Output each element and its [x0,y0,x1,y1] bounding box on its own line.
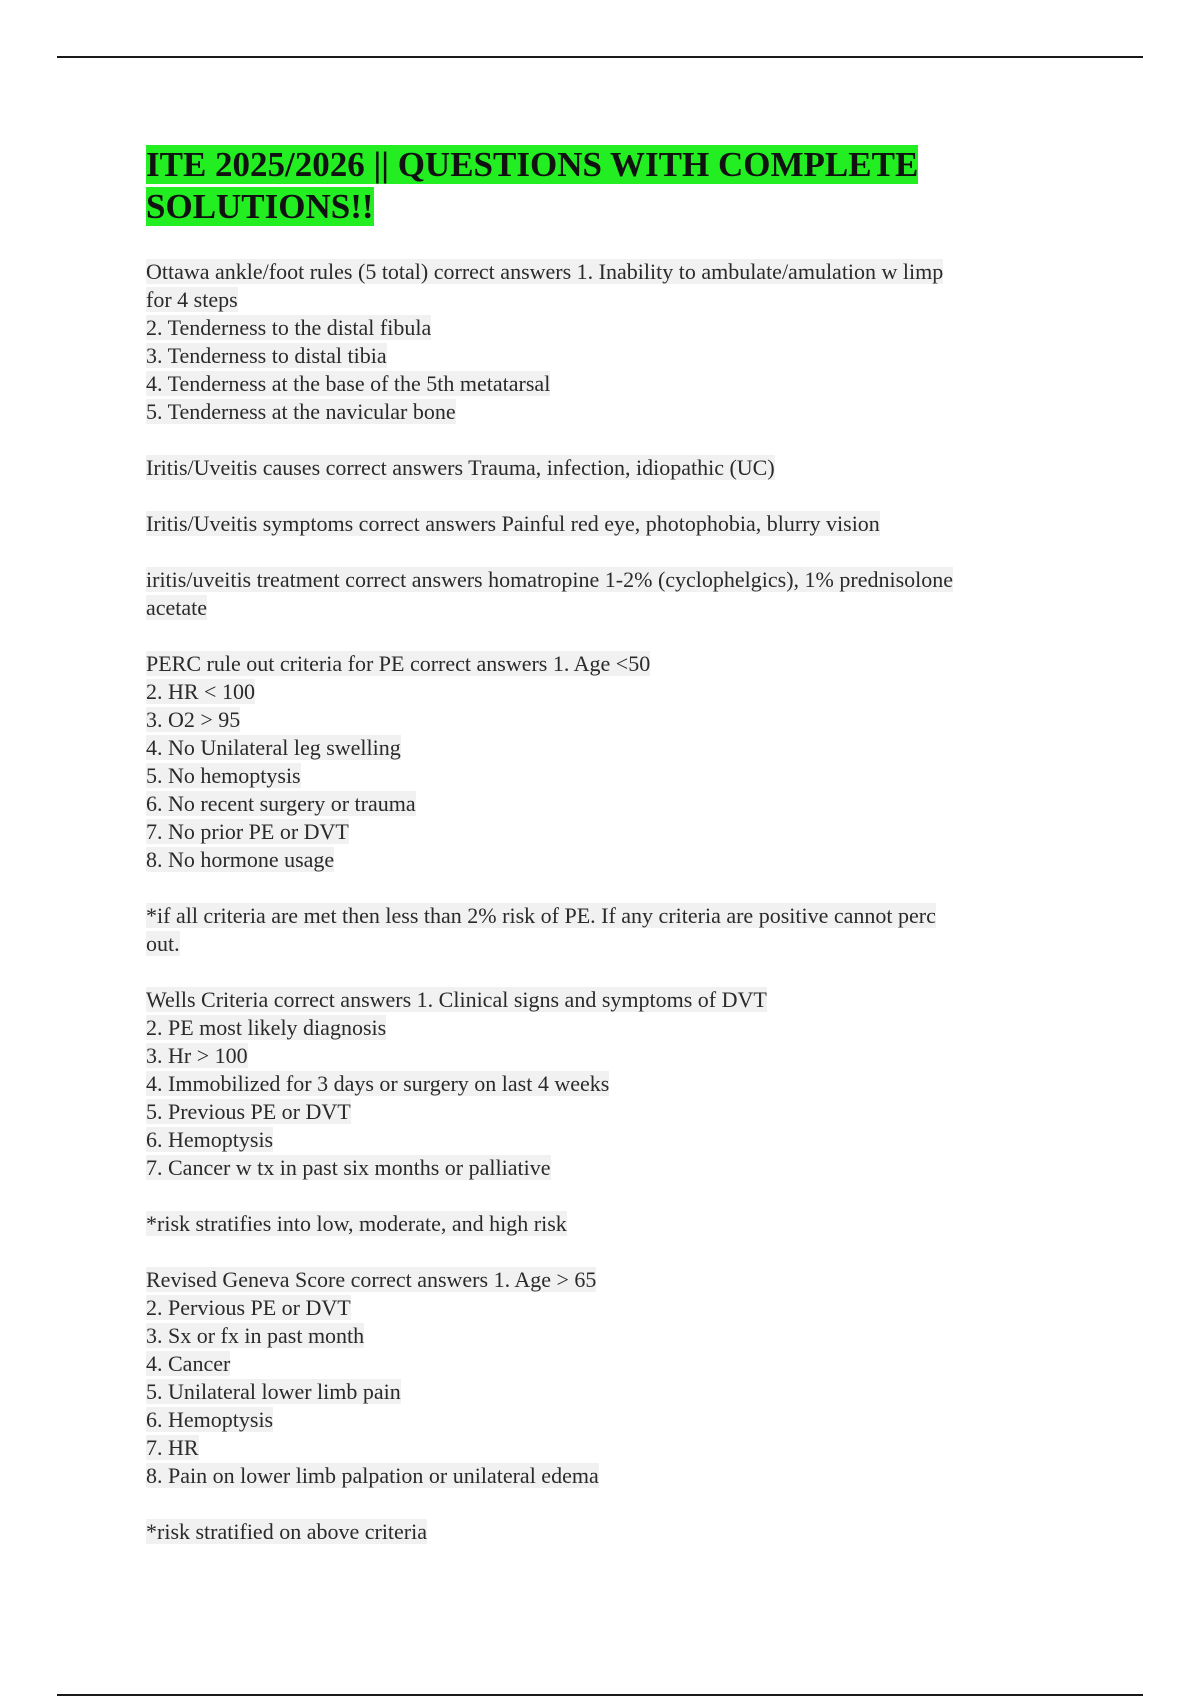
entry-line: 7. HR [146,1435,199,1460]
entry-line: acetate [146,595,208,620]
entry-line: 8. No hormone usage [146,847,335,872]
entry-line: for 4 steps [146,287,238,312]
entry-line: 7. Cancer w tx in past six months or palliative [146,1155,551,1180]
entry-line: 7. No prior PE or DVT [146,819,349,844]
entry-line: 3. O2 > 95 [146,707,241,732]
entry-line: *risk stratifies into low, moderate, and high risk [146,1211,567,1236]
entry-line: 2. HR < 100 [146,679,255,704]
entry-line: iritis/uveitis treatment correct answers homatropine 1-2% (cyclophelgics), 1% prednisolone [146,567,954,592]
entry-line: 3. Sx or fx in past month [146,1323,365,1348]
entry-line: PERC rule out criteria for PE correct answers 1. Age <50 [146,651,651,676]
entry-line: 4. Cancer [146,1351,231,1376]
document-title-text: ITE 2025/2026 || QUESTIONS WITH COMPLETE SOLUTIONS!! [146,145,919,226]
qa-entry [146,1266,1046,1490]
entry-line: 4. Immobilized for 3 days or surgery on last 4 weeks [146,1071,610,1096]
entry-line: Iritis/Uveitis symptoms correct answers Painful red eye, photophobia, blurry vision [146,511,880,536]
entry-line: 4. Tenderness at the base of the 5th metatarsal [146,371,551,396]
qa-entry [146,902,1046,958]
qa-entry [146,510,1046,538]
qa-entry [146,454,1046,482]
document-body [146,144,1046,1574]
qa-entry [146,1210,1046,1238]
entry-line: out. [146,931,180,956]
qa-entry [146,1518,1046,1546]
entry-line: 2. Pervious PE or DVT [146,1295,351,1320]
entry-line: *risk stratified on above criteria [146,1519,428,1544]
entry-line: 2. Tenderness to the distal fibula [146,315,432,340]
qa-entry [146,650,1046,874]
footer-rule [57,1694,1143,1696]
qa-entries [146,258,1046,1546]
header-rule [57,56,1143,58]
entry-line: 5. No hemoptysis [146,763,301,788]
entry-line: 5. Unilateral lower limb pain [146,1379,401,1404]
entry-line: *if all criteria are met then less than 2% risk of PE. If any criteria are positive cannot perc [146,903,936,928]
entry-line: 5. Tenderness at the navicular bone [146,399,456,424]
entry-line: 6. No recent surgery or trauma [146,791,416,816]
entry-line: Wells Criteria correct answers 1. Clinical signs and symptoms of DVT [146,987,767,1012]
qa-entry [146,258,1046,426]
entry-line: 6. Hemoptysis [146,1407,274,1432]
entry-line: 3. Tenderness to distal tibia [146,343,387,368]
entry-line: 3. Hr > 100 [146,1043,248,1068]
entry-line: Ottawa ankle/foot rules (5 total) correct answers 1. Inability to ambulate/amulation w limp [146,259,944,284]
entry-line: Iritis/Uveitis causes correct answers Trauma, infection, idiopathic (UC) [146,455,775,480]
document-title [146,144,1046,228]
entry-line: 4. No Unilateral leg swelling [146,735,401,760]
qa-entry [146,986,1046,1182]
entry-line: 2. PE most likely diagnosis [146,1015,387,1040]
entry-line: 5. Previous PE or DVT [146,1099,351,1124]
entry-line: Revised Geneva Score correct answers 1. Age > 65 [146,1267,597,1292]
entry-line: 6. Hemoptysis [146,1127,274,1152]
qa-entry [146,566,1046,622]
entry-line: 8. Pain on lower limb palpation or unilateral edema [146,1463,599,1488]
